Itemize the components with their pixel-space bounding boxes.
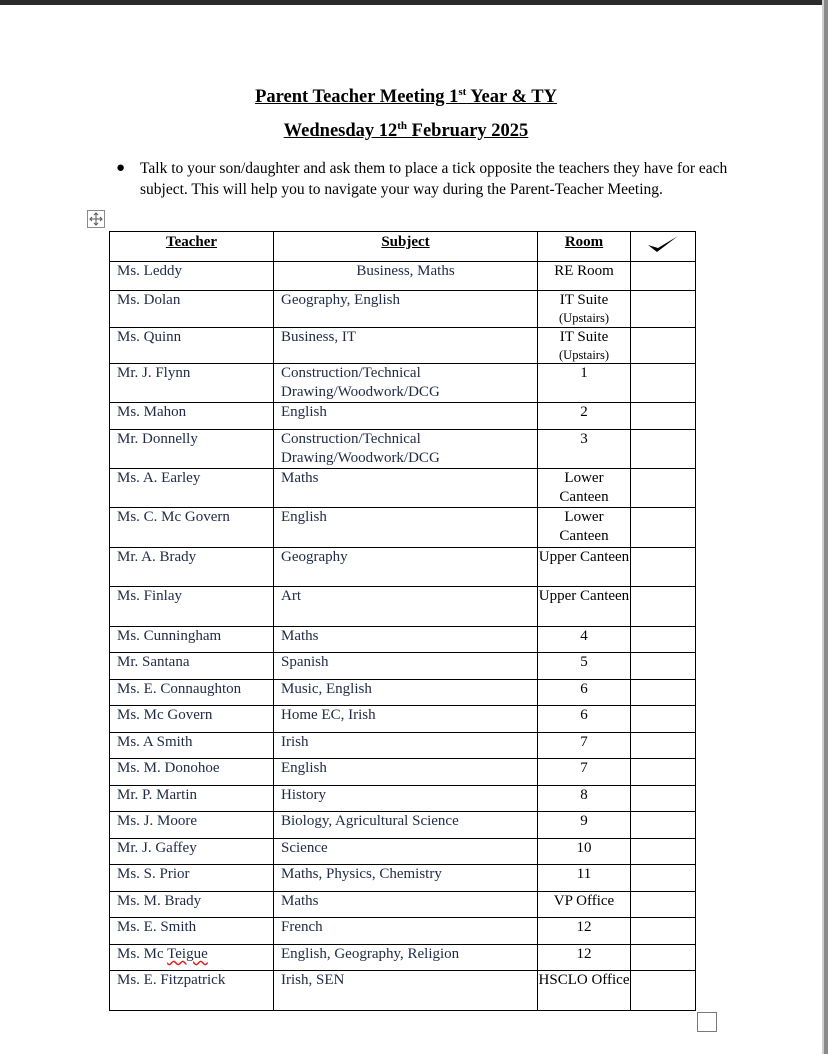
subject-cell: Biology, Agricultural Science (274, 812, 538, 839)
subject-cell: Construction/Technical Drawing/Woodwork/DCG (274, 430, 538, 469)
table-row (110, 918, 696, 945)
tick-box[interactable] (631, 469, 696, 508)
teacher-name: Ms. A. Earley (110, 469, 274, 508)
tick-box[interactable] (631, 587, 696, 627)
meeting-date: Wednesday 12th February 2025 (283, 120, 529, 141)
teacher-name: Ms. E. Connaughton (110, 680, 274, 706)
tick-box[interactable] (631, 786, 696, 812)
room-label: 2 (580, 404, 588, 420)
tick-box[interactable] (631, 733, 696, 759)
teacher-name: Ms. Cunningham (110, 627, 274, 653)
room-cell (538, 918, 631, 945)
tick-box[interactable] (631, 892, 696, 918)
teacher-name: Ms. C. Mc Govern (110, 508, 274, 548)
subject-cell: Business, Maths (274, 262, 538, 291)
table-row (110, 892, 696, 918)
teacher-name: Ms. J. Moore (110, 812, 274, 839)
tick-box[interactable] (631, 706, 696, 733)
room-cell (538, 430, 631, 469)
subject-cell: Irish (274, 733, 538, 759)
room-label: 1 (580, 365, 588, 381)
room-cell (538, 653, 631, 680)
room-label: HSCLO Office (538, 972, 630, 988)
room-cell (538, 291, 631, 328)
subject-cell: English (274, 403, 538, 430)
checkmark-icon (646, 233, 680, 255)
room-cell (538, 328, 631, 364)
room-label: 10 (576, 840, 592, 856)
room-cell (538, 759, 631, 786)
room-label: Lower Canteen (559, 470, 609, 505)
teacher-name: Mr. P. Martin (110, 786, 274, 812)
subject-cell: Science (274, 839, 538, 865)
subject-cell: English, Geography, Religion (274, 945, 538, 971)
subject-cell: Art (274, 587, 538, 627)
table-row (110, 839, 696, 865)
table-row (110, 733, 696, 759)
tick-box[interactable] (631, 627, 696, 653)
bullet-icon: ● (116, 160, 126, 176)
teacher-name: Ms. Dolan (110, 291, 274, 328)
table-resize-handle[interactable] (697, 1012, 717, 1032)
subject-cell: Construction/Technical Drawing/Woodwork/DCG (274, 364, 538, 403)
subject-cell: Maths (274, 892, 538, 918)
room-cell (538, 627, 631, 653)
room-label: 7 (580, 760, 588, 776)
table-row (110, 812, 696, 839)
header-subject: Subject (274, 232, 538, 262)
room-cell (538, 508, 631, 548)
room-label: IT Suite (559, 292, 609, 308)
table-row (110, 865, 696, 892)
subject-cell: Irish, SEN (274, 971, 538, 1011)
room-cell (538, 786, 631, 812)
tick-box[interactable] (631, 364, 696, 403)
table-row (110, 759, 696, 786)
teacher-name: Ms. Leddy (110, 262, 274, 291)
tick-box[interactable] (631, 839, 696, 865)
room-cell (538, 548, 631, 587)
room-label: RE Room (554, 263, 614, 279)
room-label: 12 (576, 946, 592, 962)
room-cell (538, 945, 631, 971)
teacher-table (109, 231, 696, 1011)
room-label: VP Office (553, 893, 615, 909)
subject-cell: Music, English (274, 680, 538, 706)
table-header-row (110, 232, 696, 262)
page-title: Parent Teacher Meeting 1st Year & TY (255, 86, 557, 107)
subject-cell: French (274, 918, 538, 945)
table-row (110, 971, 696, 1011)
subject-cell: Home EC, Irish (274, 706, 538, 733)
tick-box[interactable] (631, 291, 696, 328)
table-row (110, 627, 696, 653)
room-label: 12 (576, 919, 592, 935)
teacher-name: Ms. S. Prior (110, 865, 274, 892)
teacher-name: Mr. Donnelly (110, 430, 274, 469)
teacher-name: Mr. J. Gaffey (110, 839, 274, 865)
room-label: 6 (580, 681, 588, 697)
tick-box[interactable] (631, 328, 696, 364)
subject-cell: Spanish (274, 653, 538, 680)
tick-box[interactable] (631, 918, 696, 945)
room-label: Lower Canteen (559, 509, 609, 544)
subject-cell: History (274, 786, 538, 812)
table-row (110, 364, 696, 403)
teacher-name: Ms. Quinn (110, 328, 274, 364)
room-note: (Upstairs) (559, 348, 609, 362)
tick-box[interactable] (631, 262, 696, 291)
room-label: IT Suite (559, 329, 609, 345)
table-row (110, 706, 696, 733)
subject-cell: Business, IT (274, 328, 538, 364)
subject-cell: Maths, Physics, Chemistry (274, 865, 538, 892)
room-label: 4 (580, 628, 588, 644)
table-row (110, 680, 696, 706)
room-cell (538, 839, 631, 865)
table-row (110, 653, 696, 680)
window-top-border (0, 0, 828, 5)
room-label: 6 (580, 707, 588, 723)
room-label: 8 (580, 787, 588, 803)
room-label: 7 (580, 734, 588, 750)
room-label: 5 (580, 654, 588, 670)
table-row (110, 403, 696, 430)
teacher-name: Ms. E. Smith (110, 918, 274, 945)
room-label: Upper Canteen (538, 549, 630, 565)
header-teacher: Teacher (110, 232, 274, 262)
teacher-name: Ms. Finlay (110, 587, 274, 627)
teacher-name: Ms. Mahon (110, 403, 274, 430)
table-move-handle-icon[interactable] (87, 210, 105, 228)
room-cell (538, 469, 631, 508)
subject-cell: Geography, English (274, 291, 538, 328)
table-row (110, 262, 696, 291)
teacher-name: Ms. A Smith (110, 733, 274, 759)
table-row (110, 587, 696, 627)
tick-box[interactable] (631, 971, 696, 1011)
room-cell (538, 971, 631, 1011)
table-row (110, 945, 696, 971)
subject-cell: Maths (274, 469, 538, 508)
room-label: 3 (580, 431, 588, 447)
subject-cell: Geography (274, 548, 538, 587)
subject-cell: Maths (274, 627, 538, 653)
table-row (110, 430, 696, 469)
room-label: 11 (576, 866, 592, 882)
room-cell (538, 403, 631, 430)
tick-box[interactable] (631, 945, 696, 971)
room-label: Upper Canteen (538, 588, 630, 604)
teacher-name: Mr. A. Brady (110, 548, 274, 587)
table-row (110, 469, 696, 508)
teacher-name: Ms. M. Donohoe (110, 759, 274, 786)
teacher-name: Ms. Mc Teigue (110, 945, 274, 971)
subject-cell: English (274, 759, 538, 786)
room-cell (538, 262, 631, 291)
teacher-name: Ms. M. Brady (110, 892, 274, 918)
room-cell (538, 587, 631, 627)
page-right-edge (822, 0, 828, 1054)
tick-box[interactable] (631, 653, 696, 680)
room-note: (Upstairs) (559, 311, 609, 325)
tick-box[interactable] (631, 508, 696, 548)
room-label: 9 (580, 813, 588, 829)
tick-box[interactable] (631, 812, 696, 839)
header-room: Room (538, 232, 631, 262)
teacher-name: Mr. J. Flynn (110, 364, 274, 403)
teacher-name: Ms. E. Fitzpatrick (110, 971, 274, 1011)
table-row (110, 786, 696, 812)
instruction-text: Talk to your son/daughter and ask them to place a tick opposite the teachers they have for each subject. This will help you to navigate your way during the Parent-Teacher Meeting. (140, 160, 728, 198)
table-row (110, 328, 696, 364)
header-tick (631, 232, 696, 262)
room-cell (538, 892, 631, 918)
table-row (110, 548, 696, 587)
tick-box[interactable] (631, 548, 696, 587)
tick-box[interactable] (631, 680, 696, 706)
teacher-name: Ms. Mc Govern (110, 706, 274, 733)
tick-box[interactable] (631, 759, 696, 786)
room-cell (538, 364, 631, 403)
room-cell (538, 680, 631, 706)
room-cell (538, 706, 631, 733)
room-cell (538, 812, 631, 839)
tick-box[interactable] (631, 430, 696, 469)
teacher-name: Mr. Santana (110, 653, 274, 680)
table-row (110, 291, 696, 328)
table-row (110, 508, 696, 548)
tick-box[interactable] (631, 865, 696, 892)
tick-box[interactable] (631, 403, 696, 430)
room-cell (538, 865, 631, 892)
room-cell (538, 733, 631, 759)
subject-cell: English (274, 508, 538, 548)
